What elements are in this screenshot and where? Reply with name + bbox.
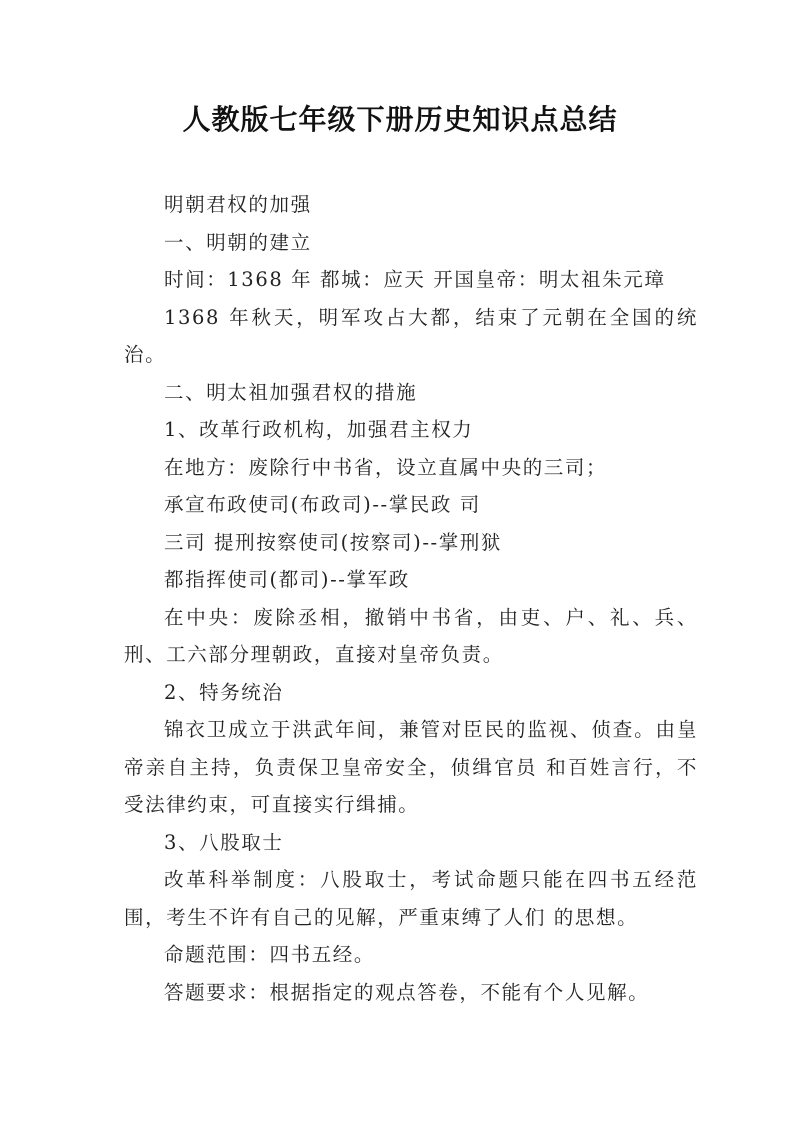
paragraph: 时间：1368 年 都城：应天 开国皇帝：明太祖朱元璋 bbox=[164, 268, 666, 291]
paragraph: 改革科举制度：八股取士，考试命题只能在四书五经范围，考生不许有自己的见解，严重束缚了人们 的思想。 bbox=[124, 868, 698, 929]
paragraph: 2、特务统治 bbox=[164, 680, 284, 704]
paragraph: 二、明太祖加强君权的措施 bbox=[164, 380, 418, 404]
paragraph: 1368 年秋天，明军攻占大都，结束了元朝在全国的统治。 bbox=[124, 305, 698, 366]
paragraph: 一、明朝的建立 bbox=[164, 230, 312, 254]
paragraph: 锦衣卫成立于洪武年间，兼管对臣民的监视、侦查。由皇帝亲自主持，负责保卫皇帝安全，侦缉官员 和百姓言行，不受法律约束，可直接实行缉捕。 bbox=[124, 718, 698, 816]
document-title: 人教版七年级下册历史知识点总结 bbox=[182, 103, 618, 136]
paragraph: 在地方：废除行中书省，设立直属中央的三司； bbox=[164, 455, 608, 479]
paragraph: 命题范围：四书五经。 bbox=[164, 943, 376, 966]
paragraph: 承宣布政使司(布政司)--掌民政 司 bbox=[164, 493, 481, 516]
paragraph: 1、改革行政机构，加强君主权力 bbox=[164, 418, 474, 441]
paragraph: 答题要求：根据指定的观点答卷，不能有个人见解。 bbox=[164, 980, 650, 1004]
paragraph: 都指挥使司(都司)--掌军政 bbox=[164, 568, 410, 591]
paragraph: 三司 提刑按察使司(按察司)--掌刑狱 bbox=[164, 530, 502, 554]
paragraph: 明朝君权的加强 bbox=[164, 193, 312, 216]
paragraph: 3、八股取士 bbox=[164, 830, 284, 854]
document-body bbox=[124, 186, 698, 1011]
paragraph: 在中央：废除丞相，撤销中书省，由吏、户、礼、兵、刑、工六部分理朝政，直接对皇帝负责。 bbox=[124, 605, 698, 666]
